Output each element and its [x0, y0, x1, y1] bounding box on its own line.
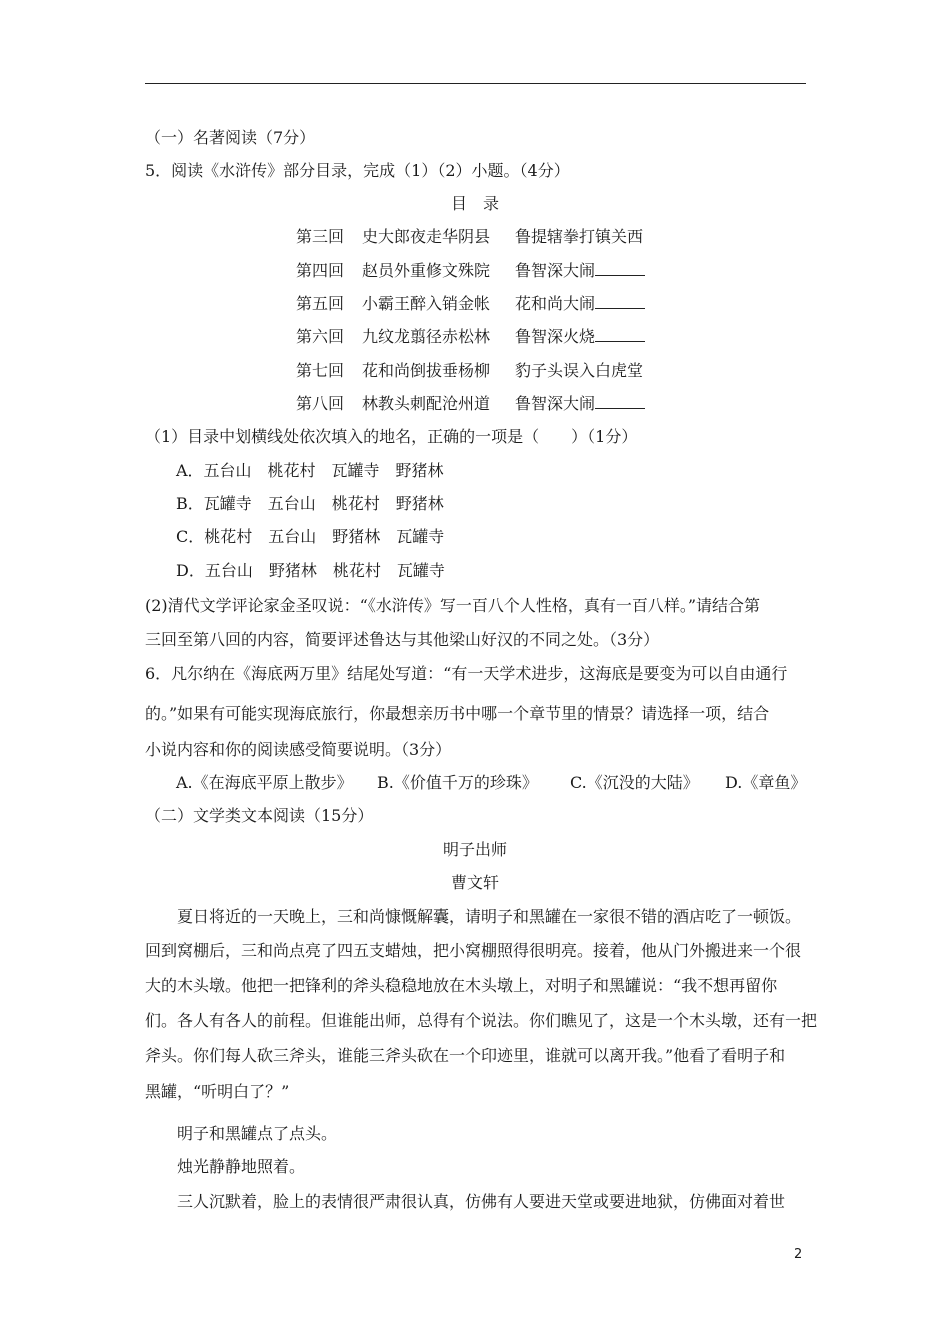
- story-line: 烛光静静地照着。: [145, 1157, 306, 1176]
- story-line: 斧头。你们每人砍三斧头，谁能三斧头砍在一个印迹里，谁就可以离开我。”他看了看明子和: [145, 1046, 786, 1065]
- toc-title-b: 鲁智深火烧: [515, 327, 596, 346]
- story-title: 明子出师: [442, 840, 507, 859]
- toc-row: [296, 294, 645, 314]
- q6-line: 6．凡尔纳在《海底两万里》结尾处写道：“有一天学术进步，这海底是要变为可以自由通行: [145, 664, 788, 683]
- story-line: 大的木头墩。他把一把锋利的斧头稳稳地放在木头墩上，对明子和黑罐说：“我不想再留你: [145, 976, 778, 995]
- story-line: 三人沉默着，脸上的表情很严肃很认真，仿佛有人要进天堂或要进地狱，仿佛面对着世: [145, 1192, 786, 1211]
- q5-sub2-line: (2)清代文学评论家金圣叹说：“《水浒传》写一百八个人性格，真有一百八样。”请结合第: [145, 596, 761, 615]
- option-d: D．五台山 野猪林 桃花村 瓦罐寺: [176, 561, 445, 580]
- fill-blank: [595, 327, 645, 342]
- toc-title-b: 豹子头误入白虎堂: [515, 361, 644, 380]
- toc-title-b: 鲁智深大闹: [515, 261, 596, 280]
- toc-title-a: 林教头刺配沧州道: [362, 394, 491, 413]
- story-line: 们。各人有各人的前程。但谁能出师，总得有个说法。你们瞧见了，这是一个木头墩，还有一把: [145, 1011, 818, 1030]
- toc-title-b: 鲁提辖拳打镇关西: [515, 227, 644, 246]
- q5-sub1-stem: （1）目录中划横线处依次填入的地名，正确的一项是（ ）（1分）: [145, 427, 638, 446]
- section1-heading: （一）名著阅读（7分）: [145, 128, 316, 147]
- toc-row: [296, 227, 643, 247]
- section2-heading: （二）文学类文本阅读（15分）: [145, 806, 374, 825]
- q6-line: 的。”如果有可能实现海底旅行，你最想亲历书中哪一个章节里的情景？请选择一项，结合: [145, 704, 770, 723]
- fill-blank: [595, 261, 645, 276]
- fill-blank: [595, 394, 645, 409]
- toc-title-a: 九纹龙翦径赤松林: [362, 327, 491, 346]
- q6-choice-c: C.《沉没的大陆》: [570, 773, 699, 792]
- toc-num: 第四回: [296, 261, 345, 280]
- story-line: 回到窝棚后，三和尚点亮了四五支蜡烛，把小窝棚照得很明亮。接着，他从门外搬进来一个很: [145, 941, 802, 960]
- toc-title-a: 小霸王醉入销金帐: [362, 294, 491, 313]
- story-author: 曹文轩: [450, 873, 499, 892]
- toc-num: 第六回: [296, 327, 345, 346]
- fill-blank: [595, 294, 645, 309]
- toc-row: [296, 327, 645, 347]
- q5-stem: 5．阅读《水浒传》部分目录，完成（1）（2）小题。（4分）: [145, 161, 570, 180]
- toc-num: 第七回: [296, 361, 345, 380]
- toc-row: [296, 361, 643, 381]
- option-a: A．五台山 桃花村 瓦罐寺 野猪林: [176, 461, 444, 480]
- toc-title-a: 花和尚倒拔垂杨柳: [362, 361, 491, 380]
- q5-sub2-line: 三回至第八回的内容，简要评述鲁达与其他梁山好汉的不同之处。（3分）: [145, 630, 660, 649]
- q6-line: 小说内容和你的阅读感受简要说明。（3分）: [145, 740, 452, 759]
- toc-num: 第八回: [296, 394, 345, 413]
- toc-num: 第五回: [296, 294, 345, 313]
- header-rule: [145, 83, 806, 84]
- toc-row: [296, 394, 645, 414]
- toc-num: 第三回: [296, 227, 345, 246]
- toc-title-b: 鲁智深大闹: [515, 394, 596, 413]
- toc-title-a: 史大郎夜走华阴县: [362, 227, 491, 246]
- option-c: C．桃花村 五台山 野猪林 瓦罐寺: [176, 527, 445, 546]
- q6-choice-b: B.《价值千万的珍珠》: [377, 773, 538, 792]
- toc-title: 目 录: [450, 194, 499, 213]
- option-b: B．瓦罐寺 五台山 桃花村 野猪林: [176, 494, 444, 513]
- q6-choice-a: A.《在海底平原上散步》: [176, 773, 353, 792]
- story-line: 夏日将近的一天晚上，三和尚慷慨解囊，请明子和黑罐在一家很不错的酒店吃了一顿饭。: [145, 907, 802, 926]
- story-line: 明子和黑罐点了点头。: [145, 1124, 338, 1143]
- page-number: 2: [794, 1247, 803, 1262]
- q6-choice-d: D.《章鱼》: [725, 773, 807, 792]
- toc-row: [296, 261, 645, 281]
- toc-title-b: 花和尚大闹: [515, 294, 596, 313]
- toc-title-a: 赵员外重修文殊院: [362, 261, 491, 280]
- story-line: 黑罐，“听明白了？”: [145, 1082, 290, 1101]
